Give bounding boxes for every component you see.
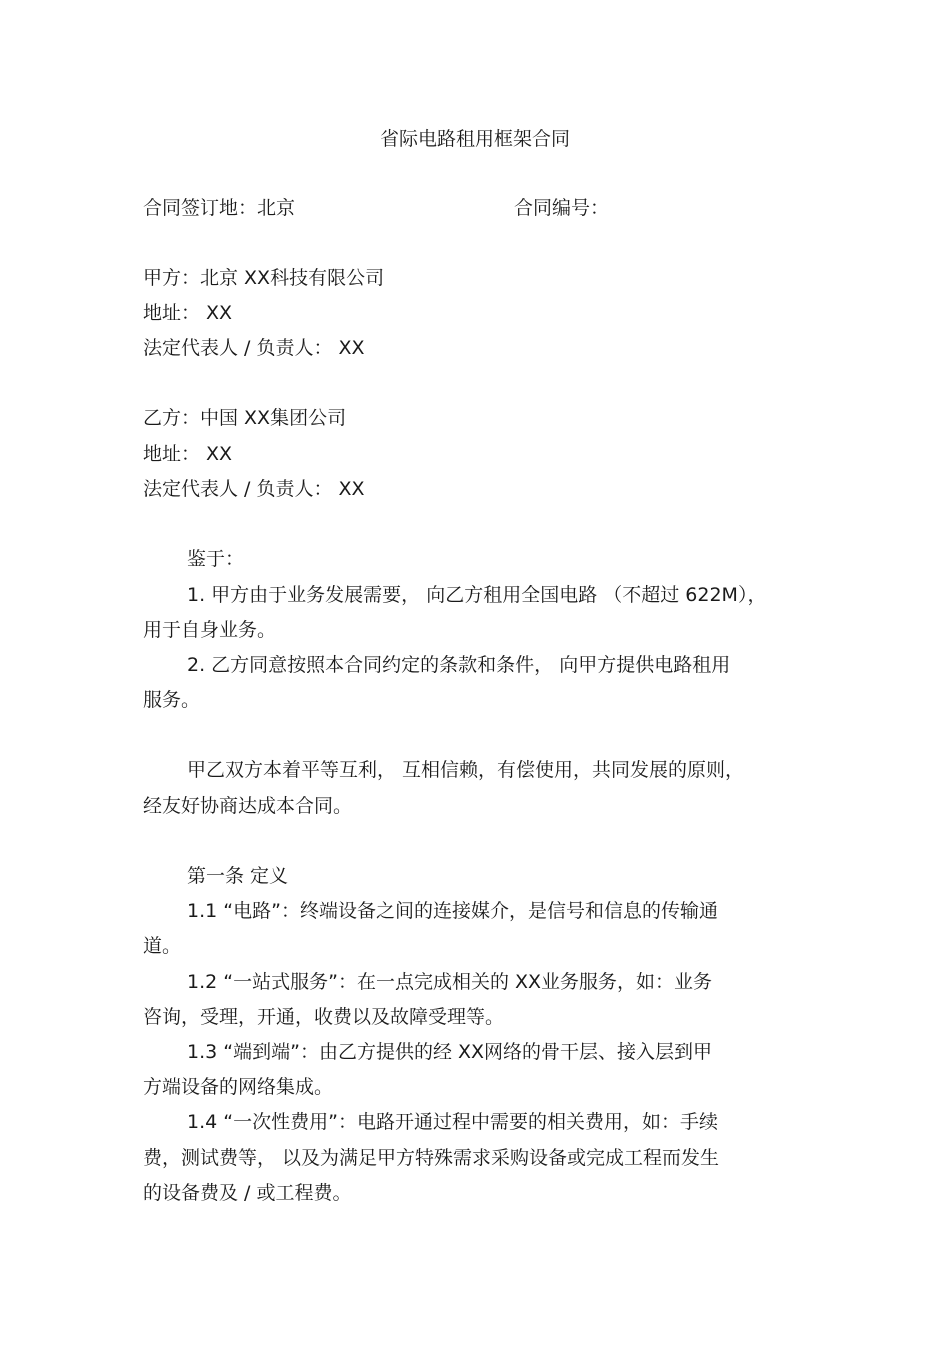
principle-paragraph-cont: 经友好协商达成本合同。 — [143, 795, 353, 817]
whereas-item-1-cont: 用于自身业务。 — [143, 619, 277, 641]
definition-1-4: 1.4 “一次性费用”：电路开通过程中需要的相关费用，如：手续 — [187, 1111, 718, 1133]
definition-1-3-cont: 方端设备的网络集成。 — [143, 1076, 334, 1098]
definition-1-1-cont: 道。 — [143, 935, 182, 957]
definition-1-1: 1.1 “电路”：终端设备之间的连接媒介，是信号和信息的传输通 — [187, 900, 718, 922]
article-1-heading: 第一条 定义 — [187, 865, 289, 887]
definition-1-4-cont: 费，测试费等， 以及为满足甲方特殊需求采购设备或完成工程而发生 — [143, 1147, 720, 1169]
whereas-item-1: 1. 甲方由于业务发展需要， 向乙方租用全国电路 （不超过 622M）， — [187, 584, 767, 606]
party-b-name: 乙方：中国 XX集团公司 — [143, 407, 347, 429]
definition-1-2-cont: 咨询，受理，开通，收费以及故障受理等。 — [143, 1006, 505, 1028]
whereas-heading: 鉴于： — [187, 548, 245, 570]
contract-number: 合同编号： — [514, 197, 610, 219]
definition-1-2: 1.2 “一站式服务”：在一点完成相关的 XX业务服务，如：业务 — [187, 971, 713, 993]
principle-paragraph: 甲乙双方本着平等互利， 互相信赖，有偿使用，共同发展的原则， — [187, 759, 745, 781]
party-a-representative: 法定代表人 / 负责人： XX — [143, 337, 365, 359]
party-b-representative: 法定代表人 / 负责人： XX — [143, 478, 365, 500]
whereas-item-2: 2. 乙方同意按照本合同约定的条款和条件， 向甲方提供电路租用 — [187, 654, 731, 676]
definition-1-4-cont-2: 的设备费及 / 或工程费。 — [143, 1182, 352, 1204]
definition-1-3: 1.3 “端到端”：由乙方提供的经 XX网络的骨干层、接入层到甲 — [187, 1041, 713, 1063]
party-a-name: 甲方：北京 XX科技有限公司 — [143, 267, 385, 289]
party-b-address: 地址： XX — [143, 443, 233, 465]
sign-place: 合同签订地：北京 — [143, 197, 296, 219]
document-title: 省际电路租用框架合同 — [379, 128, 570, 150]
party-a-address: 地址： XX — [143, 302, 233, 324]
whereas-item-2-cont: 服务。 — [143, 689, 201, 711]
